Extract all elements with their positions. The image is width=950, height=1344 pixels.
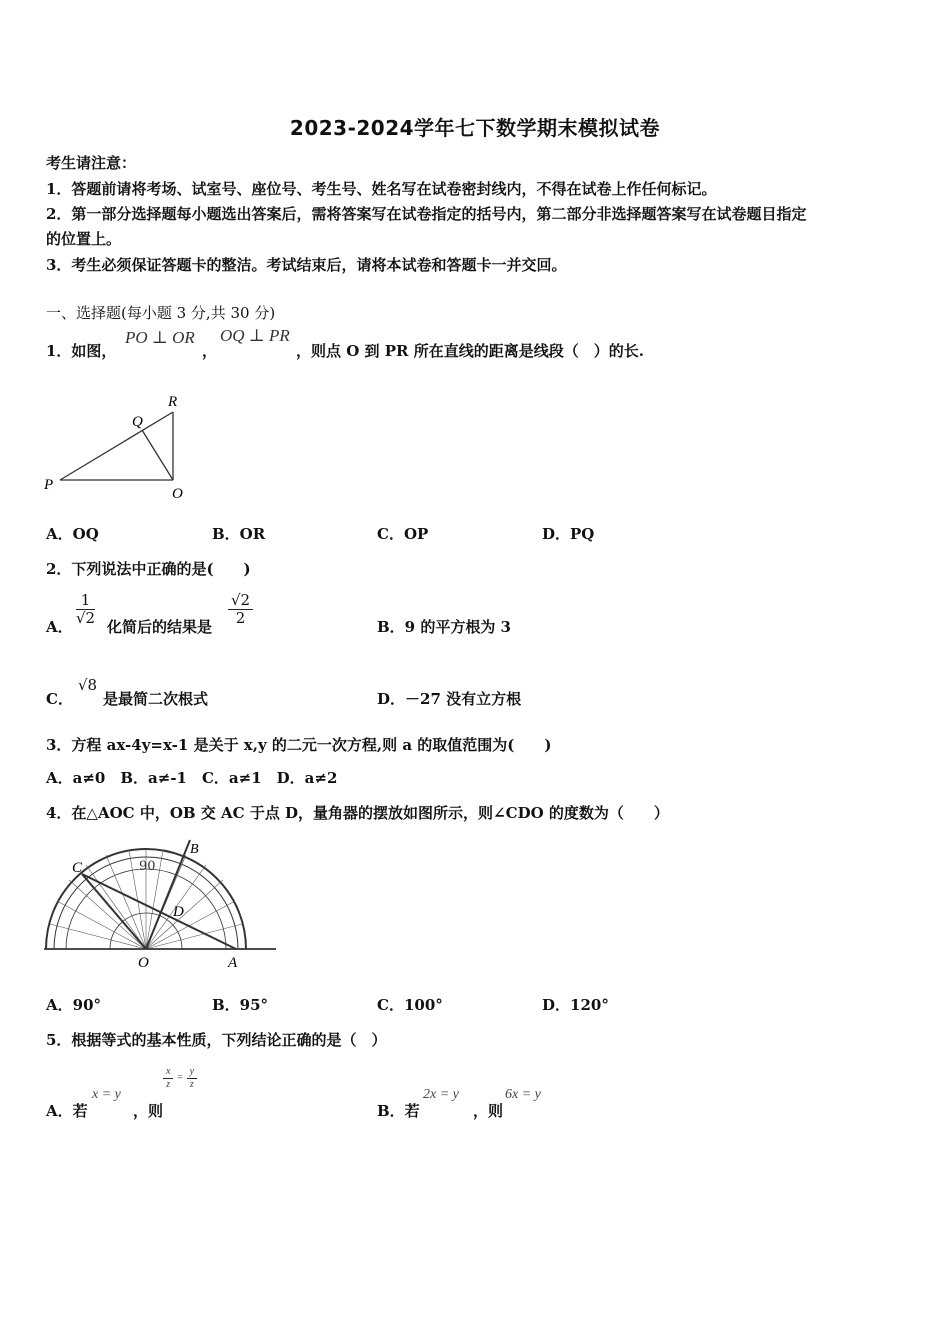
notice-heading: 考生请注意：: [46, 154, 137, 172]
q5-stem: 5．根据等式的基本性质，下列结论正确的是（ ）: [46, 1031, 387, 1049]
q5-a-frac-right-den: z: [189, 1078, 194, 1090]
q1-option-c: C．OP: [377, 525, 429, 543]
q5-a-fraction-equation: [163, 1066, 197, 1090]
q1-prefix: 1．如图，: [46, 342, 117, 360]
q2-option-c-text: 是最简二次根式: [103, 690, 209, 708]
q4-option-b: B．95°: [212, 996, 269, 1014]
page-title: 2023-2024学年七下数学期末模拟试卷: [289, 116, 661, 140]
q2-stem: 2．下列说法中正确的是( ): [46, 560, 251, 578]
notice-item-2: 2．第一部分选择题每小题选出答案后，需将答案写在试卷指定的括号内，第二部分非选择题答案写在试卷题目指定: [46, 205, 807, 223]
q5-option-a-prefix: A．若: [46, 1102, 88, 1120]
label-a: A: [228, 955, 238, 971]
label-b: B: [190, 842, 199, 857]
segment-oq: [142, 430, 173, 480]
q2-option-d: D．－27 没有立方根: [377, 690, 522, 708]
q5-option-a-mid: ，则: [133, 1102, 164, 1120]
q1-comma: ，: [202, 342, 218, 360]
q4-stem: 4．在△AOC 中，OB 交 AC 于点 D，量角器的摆放如图所示，则∠CDO 的度数为（ ）: [46, 804, 669, 822]
q1-math-1: PO ⊥ OR: [125, 328, 195, 347]
segment-ob: [146, 840, 190, 949]
q5-a-frac-left-den: z: [166, 1078, 171, 1090]
label-90: 90: [139, 859, 156, 874]
q4-option-a: A．90°: [46, 996, 102, 1014]
q2-a-frac2-num: √2: [228, 592, 253, 610]
label-r: R: [168, 394, 178, 410]
q5-b-math-2: 6x = y: [505, 1087, 541, 1102]
q4-protractor-figure: [40, 836, 280, 974]
q2-a-fraction-1: [76, 592, 95, 628]
notice-item-2-cont: 的位置上。: [46, 230, 122, 248]
q1-suffix: ，则点 O 到 PR 所在直线的距离是线段（ ）的长.: [296, 342, 644, 360]
q1-option-b: B．OR: [212, 525, 266, 543]
q1-option-d: D．PQ: [542, 525, 595, 543]
label-c: C: [72, 860, 83, 876]
q1-triangle-figure: [40, 388, 200, 506]
q5-a-eq: =: [176, 1072, 184, 1084]
q3-options: A．a≠0 B．a≠-1 C．a≠1 D．a≠2: [46, 769, 338, 787]
q2-option-a-prefix: A．: [46, 618, 73, 636]
q5-b-math-1: 2x = y: [423, 1087, 459, 1102]
segment-pr: [60, 412, 173, 480]
q2-option-a-text: 化简后的结果是: [107, 618, 213, 636]
q5-option-b-prefix: B．若: [377, 1102, 420, 1120]
q2-a-frac1-num: 1: [76, 592, 95, 610]
q2-option-c-prefix: C．: [46, 690, 73, 708]
label-o: O: [138, 955, 149, 971]
label-o: O: [172, 486, 183, 502]
notice-item-1: 1．答题前请将考场、试室号、座位号、考生号、姓名写在试卷密封线内，不得在试卷上作任何标记。: [46, 180, 717, 198]
q2-a-fraction-2: [228, 592, 253, 628]
q2-a-frac1-den: √2: [76, 609, 96, 628]
q2-a-frac2-den: 2: [235, 609, 246, 628]
section-heading: 一、选择题(每小题 3 分,共 30 分): [46, 304, 276, 322]
q4-option-c: C．100°: [377, 996, 443, 1014]
q2-option-b: B．9 的平方根为 3: [377, 618, 511, 636]
label-d: D: [173, 904, 184, 920]
label-p: P: [44, 477, 54, 493]
q5-a-frac-right-num: y: [187, 1066, 197, 1079]
segment-oc: [82, 874, 146, 949]
notice-item-3: 3．考生必须保证答题卡的整洁。考试结束后，请将本试卷和答题卡一并交回。: [46, 256, 567, 274]
q5-a-frac-left-num: x: [163, 1066, 173, 1079]
q2-c-sqrt: √8: [78, 676, 98, 694]
label-q: Q: [132, 414, 143, 430]
q4-option-d: D．120°: [542, 996, 609, 1014]
q1-option-a: A．OQ: [46, 525, 99, 543]
q5-a-math-1: x = y: [92, 1087, 121, 1102]
q1-math-2: OQ ⊥ PR: [220, 326, 290, 345]
q3-stem: 3．方程 ax-4y=x-1 是关于 x,y 的二元一次方程,则 a 的取值范围为( ): [46, 736, 552, 754]
q5-option-b-mid: ，则: [473, 1102, 504, 1120]
